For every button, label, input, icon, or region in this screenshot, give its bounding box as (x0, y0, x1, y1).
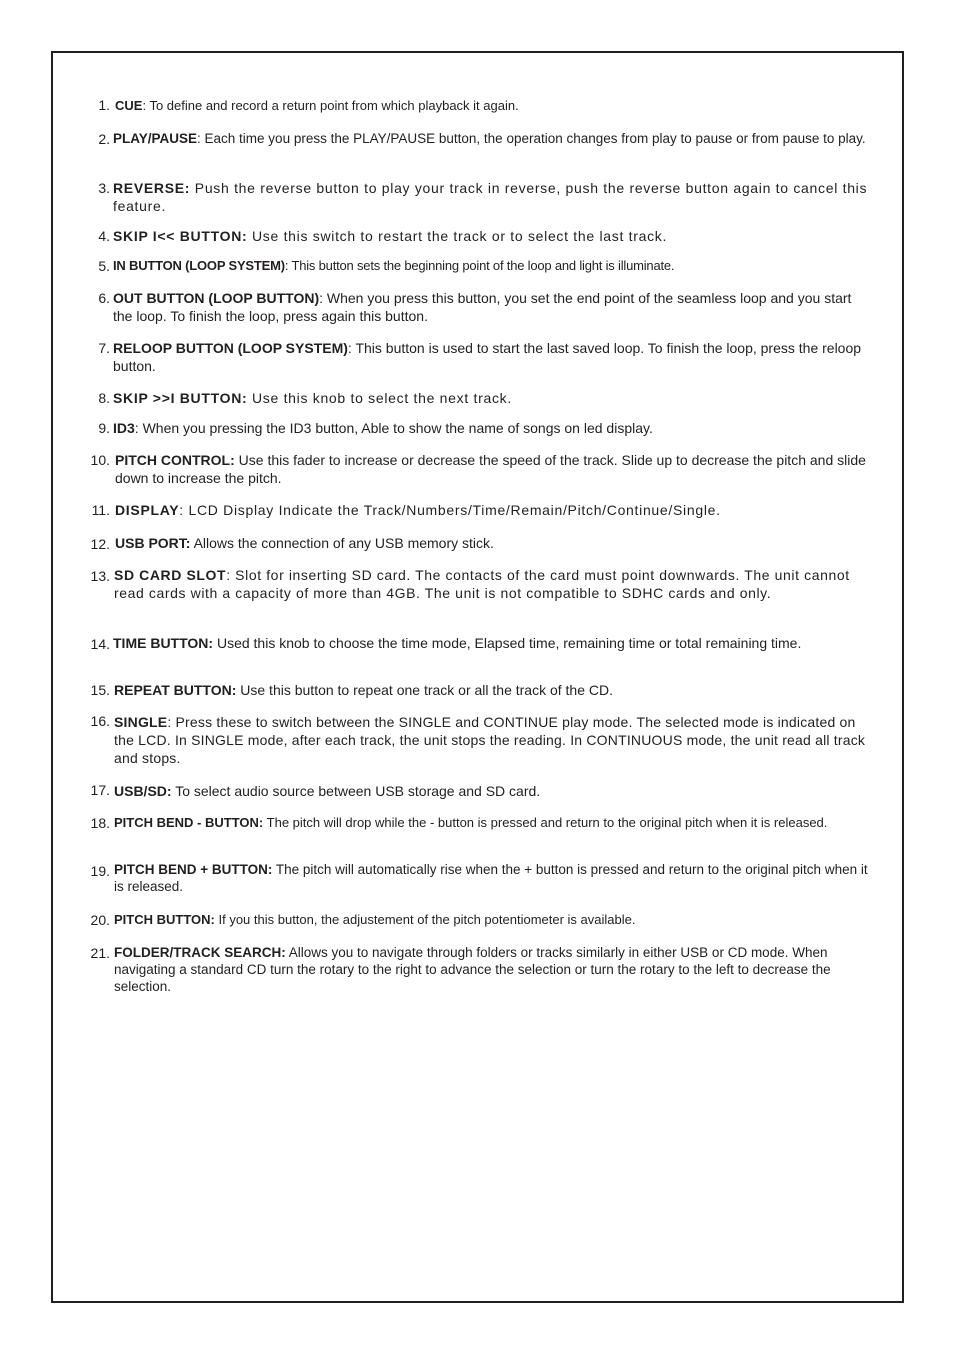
item-text (113, 179, 869, 215)
item-text (115, 451, 871, 487)
item-desc: : Slot for inserting SD card. The contacts of the card must point downwards. The unit cannot read cards with a capacity of more than 4GB. The unit is not compatible to SDHC cards and only. (114, 567, 850, 601)
item-number: 12. (90, 536, 110, 552)
item-term: REPEAT BUTTON: (114, 682, 237, 698)
item-number: 20. (90, 912, 110, 928)
item-number: 8. (98, 390, 110, 406)
item-text (114, 713, 872, 767)
item-text (114, 814, 870, 831)
item-desc: : Each time you press the PLAY/PAUSE button, the operation changes from play to pause or from pause to play. (197, 131, 866, 146)
item-number: 11. (91, 502, 110, 518)
item-text (115, 97, 871, 114)
item-text (114, 681, 870, 699)
item-term: SD CARD SLOT (114, 567, 227, 583)
item-number: 16. (90, 713, 110, 729)
item-term: PITCH BUTTON: (114, 912, 215, 927)
item-number: 15. (90, 682, 110, 698)
item-text (113, 227, 869, 245)
item-term: SKIP >>I BUTTON: (113, 390, 248, 406)
item-term: PITCH BEND + BUTTON: (114, 862, 273, 877)
item-number: 7. (98, 340, 110, 356)
item-term: SKIP I<< BUTTON: (113, 228, 248, 244)
item-number: 17. (90, 782, 110, 798)
item-text (113, 634, 869, 652)
item-term: IN BUTTON (LOOP SYSTEM) (113, 258, 285, 273)
item-term: PITCH BEND - BUTTON: (114, 815, 264, 830)
item-text (114, 782, 870, 800)
item-term: PLAY/PAUSE (113, 131, 198, 146)
item-number: 18. (90, 815, 110, 831)
item-number: 3. (98, 180, 110, 196)
item-desc: Allows you to navigate through folders or tracks similarly in either USB or CD mode. When navigating a standard CD turn the rotary to the right to advance the selection or turn the rotary to the left to decrease the selection. (114, 945, 831, 994)
item-text (115, 501, 871, 519)
item-text (113, 419, 869, 437)
item-desc: : To define and record a return point from which playback it again. (142, 98, 519, 113)
item-term: REVERSE: (113, 180, 191, 196)
item-text (114, 944, 870, 995)
item-term: PITCH CONTROL: (115, 452, 235, 468)
item-number: 2. (98, 131, 110, 147)
item-number: 10. (90, 452, 110, 468)
item-desc: : When you pressing the ID3 button, Able to show the name of songs on led display. (134, 420, 653, 436)
item-desc: Use this button to repeat one track or all the track of the CD. (236, 682, 614, 698)
item-term: USB PORT: (115, 535, 191, 551)
item-desc: Push the reverse button to play your track in reverse, push the reverse button again to cancel this feature. (113, 180, 868, 214)
item-desc: : When you press this button, you set the end point of the seamless loop and you start the loop. To finish the loop, press again this button. (113, 290, 852, 324)
item-desc: If you this button, the adjustement of the pitch potentiometer is available. (214, 912, 636, 927)
item-text (114, 566, 870, 602)
item-text (113, 339, 869, 375)
item-text (113, 289, 869, 325)
item-text (113, 389, 869, 407)
item-term: CUE (115, 98, 143, 113)
item-term: DISPLAY (115, 502, 180, 518)
item-desc: Used this knob to choose the time mode, Elapsed time, remaining time or total remaining time. (213, 635, 802, 651)
item-term: OUT BUTTON (LOOP BUTTON) (113, 290, 320, 306)
item-term: RELOOP BUTTON (LOOP SYSTEM) (113, 340, 348, 356)
item-number: 14. (90, 636, 110, 652)
item-desc: Use this fader to increase or decrease the speed of the track. Slide up to decrease the pitch and slide down to increase the pitch. (115, 452, 866, 486)
item-term: SINGLE (114, 714, 168, 730)
item-desc: The pitch will drop while the - button is pressed and return to the original pitch when it is released. (263, 815, 828, 830)
item-text (114, 911, 870, 928)
item-desc: Use this switch to restart the track or to select the last track. (247, 228, 668, 244)
item-desc: Use this knob to select the next track. (247, 390, 512, 406)
item-number: 13. (90, 568, 110, 584)
item-number: 21. (90, 945, 110, 961)
item-desc: : This button sets the beginning point of the loop and light is illuminate. (284, 258, 675, 273)
item-term: FOLDER/TRACK SEARCH: (114, 945, 286, 960)
item-desc: : This button is used to start the last saved loop. To finish the loop, press the reloop button. (113, 340, 862, 374)
item-term: USB/SD: (114, 783, 172, 799)
item-text (113, 130, 869, 147)
item-text (115, 534, 871, 552)
item-term: ID3 (113, 420, 135, 436)
item-text (113, 257, 869, 274)
item-number: 5. (98, 258, 110, 274)
item-desc: To select audio source between USB storage and SD card. (171, 783, 541, 799)
item-desc: The pitch will automatically rise when the + button is pressed and return to the original pitch when it is released. (114, 862, 868, 894)
item-term: TIME BUTTON: (113, 635, 214, 651)
item-number: 4. (98, 228, 110, 244)
item-number: 19. (90, 863, 110, 879)
item-number: 1. (98, 97, 110, 113)
item-desc: : Press these to switch between the SINGLE and CONTINUE play mode. The selected mode is indicated on the LCD. In SINGLE mode, after each track, the unit stops the reading. In CONTINUOUS mode, the unit read all track and stops. (114, 714, 866, 766)
item-desc: Allows the connection of any USB memory stick. (190, 535, 494, 551)
item-text (114, 861, 870, 895)
item-desc: : LCD Display Indicate the Track/Numbers/Time/Remain/Pitch/Continue/Single. (179, 502, 721, 518)
item-number: 9. (98, 420, 110, 436)
item-number: 6. (98, 290, 110, 306)
